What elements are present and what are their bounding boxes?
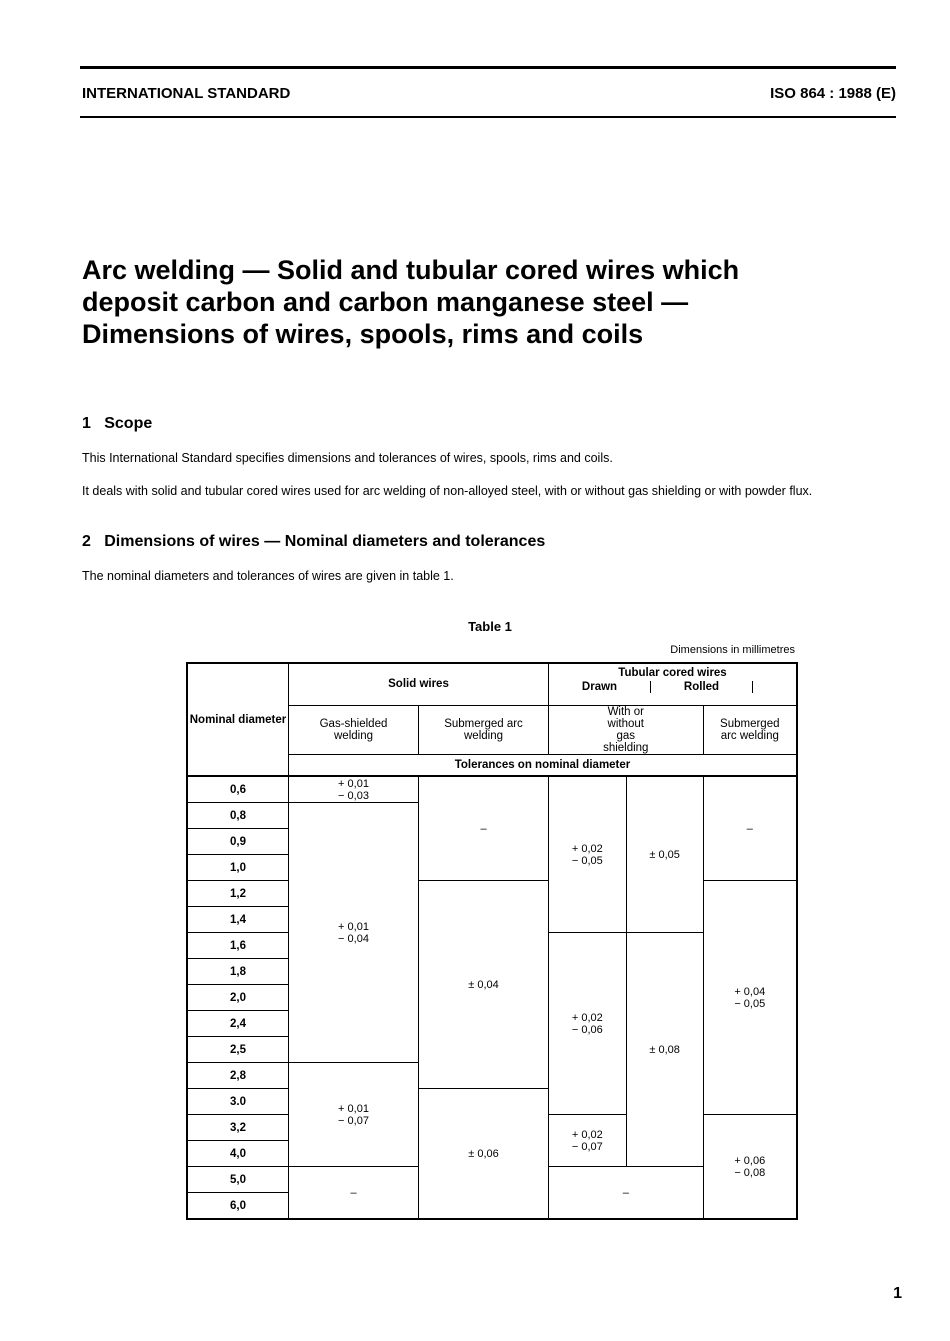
nominal-diameter-cell: 0,8 xyxy=(187,803,289,829)
table-caption: Table 1 xyxy=(468,619,512,634)
header-right: ISO 864 : 1988 (E) xyxy=(770,85,896,102)
title-line: deposit carbon and carbon manganese steel — xyxy=(82,287,689,317)
tolerance-cell-gas: + 0,01 − 0,04 xyxy=(289,803,419,1063)
nominal-diameter-cell: 2,0 xyxy=(187,985,289,1011)
nominal-diameter-cell: 1,4 xyxy=(187,907,289,933)
nominal-diameter-cell: 4,0 xyxy=(187,1141,289,1167)
tolerance-cell-sub: ± 0,04 xyxy=(419,881,549,1089)
nominal-diameter-cell: 1,8 xyxy=(187,959,289,985)
section-2-heading: 2 Dimensions of wires — Nominal diameters and tolerances xyxy=(82,533,546,550)
nominal-diameter-cell: 3.0 xyxy=(187,1089,289,1115)
paragraph: It deals with solid and tubular cored wires used for arc welding of non-alloyed steel, with or without gas shielding or with powder flux. xyxy=(82,484,813,498)
header-gas: Gas-shielded welding xyxy=(289,705,419,754)
table-units: Dimensions in millimetres xyxy=(670,644,795,656)
header-sub: Submerged arc welding xyxy=(419,705,549,754)
nominal-diameter-cell: 1,2 xyxy=(187,881,289,907)
tolerance-cell-rolled: ± 0,08 xyxy=(626,933,703,1167)
nominal-diameter-cell: 2,5 xyxy=(187,1037,289,1063)
tolerance-cell-rolled: ± 0,05 xyxy=(626,776,703,933)
tolerance-cell-drawn: + 0,02 − 0,05 xyxy=(549,776,627,933)
paragraph: The nominal diameters and tolerances of wires are given in table 1. xyxy=(82,569,454,583)
tolerance-cell-sub: – xyxy=(419,776,549,881)
header-nominal: Nominal diameter xyxy=(187,663,289,776)
page-number: 1 xyxy=(893,1285,902,1302)
tolerance-cell-sub: ± 0,06 xyxy=(419,1089,549,1220)
nominal-diameter-cell: 1,0 xyxy=(187,855,289,881)
table-row xyxy=(187,881,797,907)
nominal-diameter-cell: 3,2 xyxy=(187,1115,289,1141)
tolerance-table xyxy=(186,662,798,1220)
tolerance-cell-sub2: + 0,04 − 0,05 xyxy=(703,881,797,1115)
nominal-diameter-cell: 2,4 xyxy=(187,1011,289,1037)
title-line: Dimensions of wires, spools, rims and coils xyxy=(82,319,644,349)
nominal-diameter-cell: 0,9 xyxy=(187,829,289,855)
tolerance-cell-drawn: + 0,02 − 0,06 xyxy=(549,933,627,1115)
tolerance-cell-sub2: + 0,06 − 0,08 xyxy=(703,1115,797,1220)
header-with: With or without gas shielding xyxy=(549,705,704,754)
header-solid: Solid wires xyxy=(289,663,549,705)
header-rule xyxy=(80,116,896,118)
top-rule xyxy=(80,66,896,69)
header-tolerances: Tolerances on nominal diameter xyxy=(289,754,798,776)
header-drawn: Drawn xyxy=(581,681,618,693)
tolerance-cell-gas: + 0,01 − 0,03 xyxy=(289,776,419,803)
paragraph: This International Standard specifies dimensions and tolerances of wires, spools, rims and coils. xyxy=(82,451,613,465)
tolerance-cell-sub2: – xyxy=(703,776,797,881)
header-tubular xyxy=(549,663,798,705)
nominal-diameter-cell: 0,6 xyxy=(187,776,289,803)
nominal-diameter-cell: 1,6 xyxy=(187,933,289,959)
title-line: Arc welding — Solid and tubular cored wires which xyxy=(82,255,740,285)
table-row xyxy=(187,776,797,803)
header-left: INTERNATIONAL STANDARD xyxy=(82,85,291,102)
header-tubular-label: Tubular cored wires xyxy=(618,667,727,679)
nominal-diameter-cell: 5,0 xyxy=(187,1167,289,1193)
tolerance-cell-gas: + 0,01 − 0,07 xyxy=(289,1063,419,1167)
section-1-heading: 1 Scope xyxy=(82,415,153,432)
tolerance-cell-gas: – xyxy=(289,1167,419,1220)
nominal-diameter-cell: 6,0 xyxy=(187,1193,289,1220)
tolerance-cell-tub-none: – xyxy=(549,1167,704,1220)
header-rolled: Rolled xyxy=(650,681,753,693)
document-title xyxy=(82,254,882,350)
header-sub2: Submerged arc welding xyxy=(703,705,797,754)
table-body xyxy=(187,776,797,1219)
nominal-diameter-cell: 2,8 xyxy=(187,1063,289,1089)
tolerance-cell-drawn: + 0,02 − 0,07 xyxy=(549,1115,627,1167)
